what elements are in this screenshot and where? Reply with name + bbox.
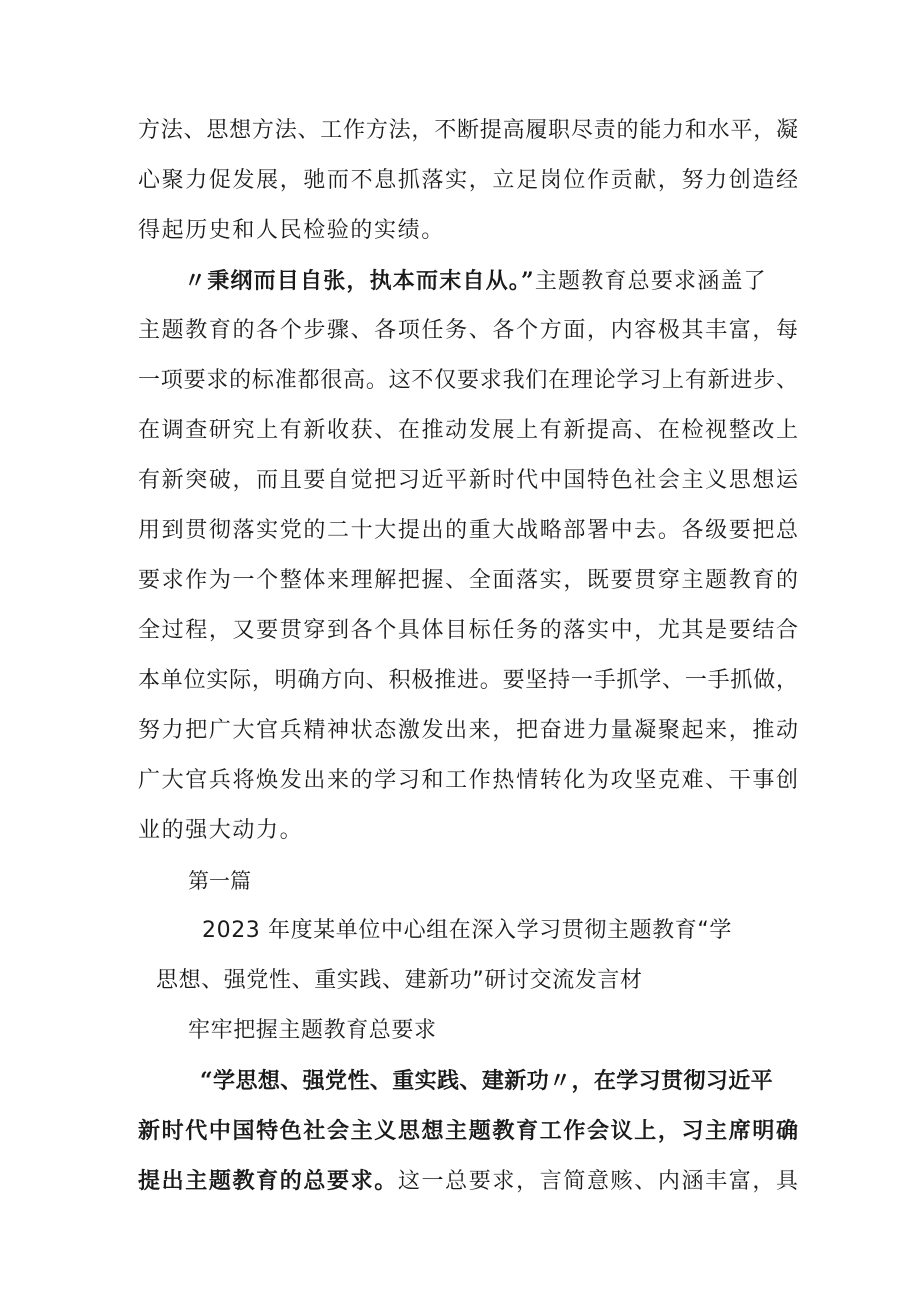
document-title-line: 思想、强党性、重实践、建新功”研讨交流发言材 [156, 968, 643, 993]
paragraph-line: 用到贯彻落实党的二十大提出的重大战略部署中去。各级要把总 [138, 518, 798, 543]
paragraph-line: 业的强大动力。 [138, 818, 304, 843]
paragraph-line: 有新突破，而且要自觉把习近平新时代中国特色社会主义思想运 [138, 468, 798, 493]
paragraph-line: 一项要求的标准都很高。这不仅要求我们在理论学习上有新进步、 [138, 368, 798, 393]
paragraph-line: 新时代中国特色社会主义思想主题教育工作会议上，习主席明确 [138, 1118, 798, 1144]
paragraph-line: 全过程，又要贯穿到各个具体目标任务的落实中，尤其是要结合 [138, 618, 798, 643]
paragraph-line: 心聚力促发展，驰而不息抓落实，立足岗位作贡献，努力创造经 [138, 168, 798, 193]
document-title-line: 2023 年度某单位中心组在深入学习贯彻主题教育“学 [202, 918, 732, 943]
paragraph-line: 得起历史和人民检验的实绩。 [138, 218, 445, 243]
paragraph-line: 本单位实际，明确方向、积极推进。要坚持一手抓学、一手抓做， [138, 668, 798, 693]
paragraph-line: 方法、思想方法、工作方法，不断提高履职尽责的能力和水平，凝 [138, 118, 798, 143]
paragraph-line: 广大官兵将焕发出来的学习和工作热情转化为攻坚克难、干事创 [138, 768, 798, 793]
section-label: 第一篇 [188, 869, 251, 893]
paragraph-text: 这一总要求，言简意赅、内涵丰富，具 [397, 1169, 798, 1194]
paragraph-line: 在调查研究上有新收获、在推动发展上有新提高、在检视整改上 [138, 418, 798, 443]
paragraph-line: 努力把广大官兵精神状态激发出来，把奋进力量凝聚起来，推动 [138, 718, 798, 743]
paragraph-line: 主题教育的各个步骤、各项任务、各个方面，内容极其丰富，每 [138, 318, 798, 343]
paragraph-text: 主题教育总要求涵盖了 [534, 269, 767, 294]
paragraph-line: “学思想、强党性、重实践、建新功〃，在学习贯彻习近平 [200, 1068, 774, 1094]
bold-text: 提出主题教育的总要求。 [138, 1168, 398, 1194]
quote-text: 〃秉纲而目自张，执本而末自从。” [184, 268, 535, 294]
paragraph-first-line [184, 266, 798, 297]
subtitle: 牢牢把握主题教育总要求 [188, 1018, 437, 1043]
paragraph-line [138, 1166, 798, 1197]
paragraph-line: 要求作为一个整体来理解把握、全面落实，既要贯穿主题教育的 [138, 568, 798, 593]
